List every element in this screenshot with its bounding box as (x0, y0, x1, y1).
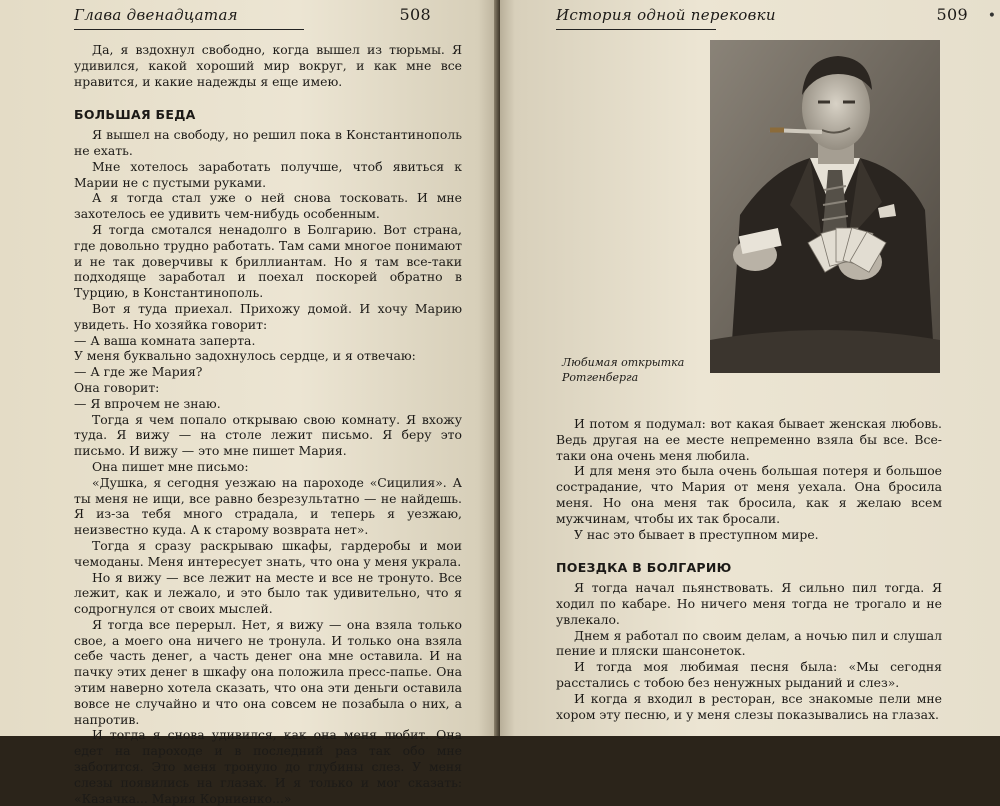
paragraph: Да, я вздохнул свободно, когда вышел из тюрьмы. Я удивился, какой хороший мир вокруг, и как мне все нравится, и какие надежды я еще имею. (74, 42, 462, 89)
paragraph: И для меня это была очень большая потеря и большое сострадание, что Мария от меня уехала. Она бросила меня. Но она меня так бросила, как я желаю всем мужчинам, чтобы их так бросали. (556, 463, 942, 526)
paragraph: Она говорит: (74, 379, 160, 395)
dialogue-line: — Я впрочем не знаю. (74, 395, 221, 411)
paragraph: И когда я входил в ресторан, все знакомые пели мне хором эту песню, и у меня слезы показывались на глазах. (556, 690, 942, 722)
photo-caption: Любимая открытка Ротгенберга (562, 356, 685, 384)
photo-man-with-cards (710, 40, 940, 373)
edge-dot-icon: • (987, 8, 996, 24)
portrait-illustration (710, 40, 940, 373)
paragraph: Я тогда начал пьянствовать. Я сильно пил тогда. Я ходил по кабаре. Но ничего меня тогда не трогало и не увлекало. (556, 580, 942, 627)
paragraph: И тогда я снова удивился, как она меня любит. Она едет на пароходе и в последний раз так обо мне заботится. Это меня тронуло до глубины слез. У меня слезы появились на глазах. И я только и мог сказать: «Казачка... Мария Корниенко...» (74, 727, 462, 806)
right-header-title: История одной перековки (556, 6, 776, 24)
paragraph: И тогда моя любимая песня была: «Мы сегодня расстались с тобою без ненужных рыданий и слез». (556, 659, 942, 690)
dialogue-line: — А где же Мария? (74, 364, 203, 380)
paragraph: Вот я туда приехал. Прихожу домой. И хочу Марию увидеть. Но хозяйка говорит: (74, 300, 462, 332)
paragraph: Мне хотелось заработать получше, чтоб явиться к Марии не с пустыми руками. (74, 158, 462, 190)
left-page-number: 508 (399, 5, 431, 24)
section-title: БОЛЬШАЯ БЕДА (74, 107, 196, 123)
paragraph: Я тогда все перерыл. Нет, я вижу — она взяла только свое, а моего она ничего не тронула. И только она взяла себе часть денег, а часть денег она мне оставила. И на пачку этих денег в шкафу она положила пресс-папье. Она этим наверно хотела сказать, что она эти деньги оставила вовсе не случайно и что она совсем не позабыла о них, а напротив. (74, 616, 462, 727)
paragraph: Я тогда смотался ненадолго в Болгарию. Вот страна, где довольно трудно работать. Там сами многое понимают и не так доверчивы к бриллиантам. Но я там все-таки подходяще заработал и поехал поскорей обратно в Турцию, в Константинополь. (74, 221, 462, 301)
paragraph: Днем я работал по своим делам, а ночью пил и слушал пение и пляски шансонеток. (556, 627, 942, 659)
right-running-header (556, 4, 968, 28)
section-title: ПОЕЗДКА В БОЛГАРИЮ (556, 560, 732, 576)
left-header-title: Глава двенадцатая (74, 6, 238, 24)
paragraph: У меня буквально задохнулось сердце, и я отвечаю: (74, 348, 416, 364)
left-page (0, 0, 498, 806)
letter-quote: «Душка, я сегодня уезжаю на пароходе «Сицилия». А ты меня не ищи, все равно безрезультатно — не найдешь. Я из-за тебя много страдала, и теперь я уезжаю, неизвестно куда. А к старому возврата нет». (74, 474, 462, 538)
paragraph: Тогда я чем попало открываю свою комнату. Я вхожу туда. Я вижу — на столе лежит письмо. Я беру это письмо. И вижу — это мне пишет Мария. (74, 411, 462, 459)
paragraph: А я тогда стал уже о ней снова тосковать. И мне захотелось ее удивить чем-нибудь особенным. (74, 190, 462, 222)
dialogue-line: — А ваша комната заперта. (74, 332, 256, 348)
paragraph: И потом я подумал: вот какая бывает женская любовь. Ведь другая на ее месте непременно взяла бы все. Все-таки она очень меня любила. (556, 416, 942, 463)
right-page (500, 0, 1000, 736)
right-page-number: 509 (936, 5, 968, 24)
left-running-header (74, 4, 469, 28)
paragraph: Я вышел на свободу, но решил пока в Константинополь не ехать. (74, 127, 462, 158)
right-body-text (556, 416, 942, 722)
paragraph: У нас это бывает в преступном мире. (574, 526, 819, 542)
paragraph: Тогда я сразу раскрываю шкафы, гардеробы и мои чемоданы. Меня интересует знать, что она у меня украла. (74, 537, 462, 569)
left-body-text (74, 42, 462, 806)
paragraph: Она пишет мне письмо: (92, 458, 249, 474)
paragraph: Но я вижу — все лежит на месте и все не тронуто. Все лежит, как и лежало, и это было так удивительно, что я содрогнулся от своих мыслей. (74, 569, 462, 617)
